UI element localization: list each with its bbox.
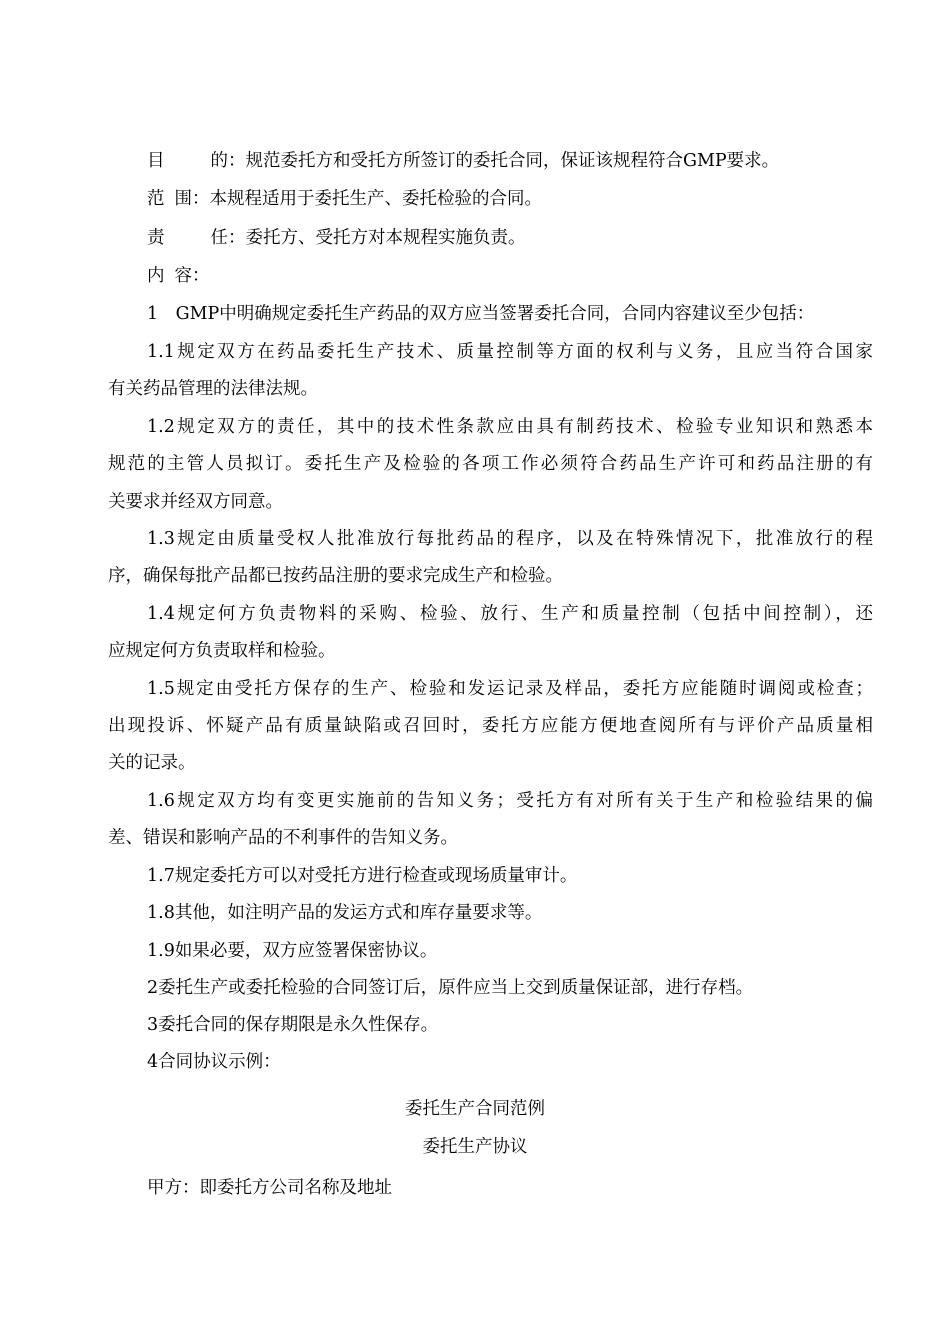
- scope-line: [147, 187, 542, 211]
- item-4: 4合同协议示例：: [147, 1052, 281, 1072]
- item-1-4-line-1: 1.4规定何方负责物料的采购、检验、放行、生产和质量控制（包括中间控制），还: [147, 604, 873, 624]
- scope-label-b: 围：: [174, 189, 210, 209]
- item-1-6-line-2: 差、错误和影响产品的不利事件的告知义务。: [108, 828, 458, 848]
- item-1-5-line-3: 关的记录。: [108, 753, 196, 773]
- scope-text: 本规程适用于委托生产、委托检验的合同。: [209, 189, 542, 209]
- item-1-1-line-2: 有关药品管理的法律法规。: [108, 379, 318, 399]
- purpose-label-b: 的：: [210, 151, 246, 171]
- responsibility-text: 委托方、受托方对本规程实施负责。: [245, 228, 526, 248]
- item-1-1-line-1: 1.1规定双方在药品委托生产技术、质量控制等方面的权利与义务，且应当符合国家: [147, 342, 873, 362]
- responsibility-line: [147, 226, 526, 250]
- responsibility-label-a: 责: [147, 228, 165, 248]
- item-2: 2委托生产或委托检验的合同签订后，原件应当上交到质量保证部，进行存档。: [147, 978, 754, 998]
- content-label-line: [147, 264, 210, 288]
- scope-label-a: 范: [147, 189, 165, 209]
- agreement-title: 委托生产协议: [422, 1137, 528, 1157]
- party-a-line: 甲方：即委托方公司名称及地址: [147, 1178, 392, 1198]
- item-1-8: 1.8其他，如注明产品的发运方式和库存量要求等。: [147, 903, 543, 923]
- item-1-7: 1.7规定委托方可以对受托方进行检查或现场质量审计。: [147, 866, 578, 886]
- purpose-line: [147, 149, 779, 173]
- item-3: 3委托合同的保存期限是永久性保存。: [147, 1015, 439, 1035]
- item-1-2-line-1: 1.2规定双方的责任，其中的技术性条款应由具有制药技术、检验专业知识和熟悉本: [147, 417, 873, 437]
- item-1: 1 GMP中明确规定委托生产药品的双方应当签署委托合同，合同内容建议至少包括：: [147, 304, 815, 324]
- item-1-4-line-2: 应规定何方负责取样和检验。: [108, 641, 336, 661]
- purpose-text: 规范委托方和受托方所签订的委托合同，保证该规程符合GMP要求。: [245, 151, 780, 171]
- item-1-2-line-3: 关要求并经双方同意。: [108, 492, 283, 512]
- purpose-label-a: 目: [147, 151, 165, 171]
- content-label-b: 容：: [174, 266, 210, 286]
- item-1-3-line-1: 1.3规定由质量受权人批准放行每批药品的程序，以及在特殊情况下，批准放行的程: [147, 529, 873, 549]
- content-label-a: 内: [147, 266, 165, 286]
- item-1-3-line-2: 序，确保每批产品都已按药品注册的要求完成生产和检验。: [108, 566, 563, 586]
- responsibility-label-b: 任：: [210, 228, 246, 248]
- item-1-6-line-1: 1.6规定双方均有变更实施前的告知义务；受托方有对所有关于生产和检验结果的偏: [147, 791, 873, 811]
- item-1-5-line-1: 1.5规定由受托方保存的生产、检验和发运记录及样品，委托方应能随时调阅或检查；: [147, 679, 873, 699]
- example-title: 委托生产合同范例: [405, 1099, 545, 1119]
- item-1-2-line-2: 规范的主管人员拟订。委托生产及检验的各项工作必须符合药品生产许可和药品注册的有: [108, 454, 873, 474]
- item-1-5-line-2: 出现投诉、怀疑产品有质量缺陷或召回时，委托方应能方便地查阅所有与评价产品质量相: [108, 716, 873, 736]
- item-1-9: 1.9如果必要，双方应签署保密协议。: [147, 941, 438, 961]
